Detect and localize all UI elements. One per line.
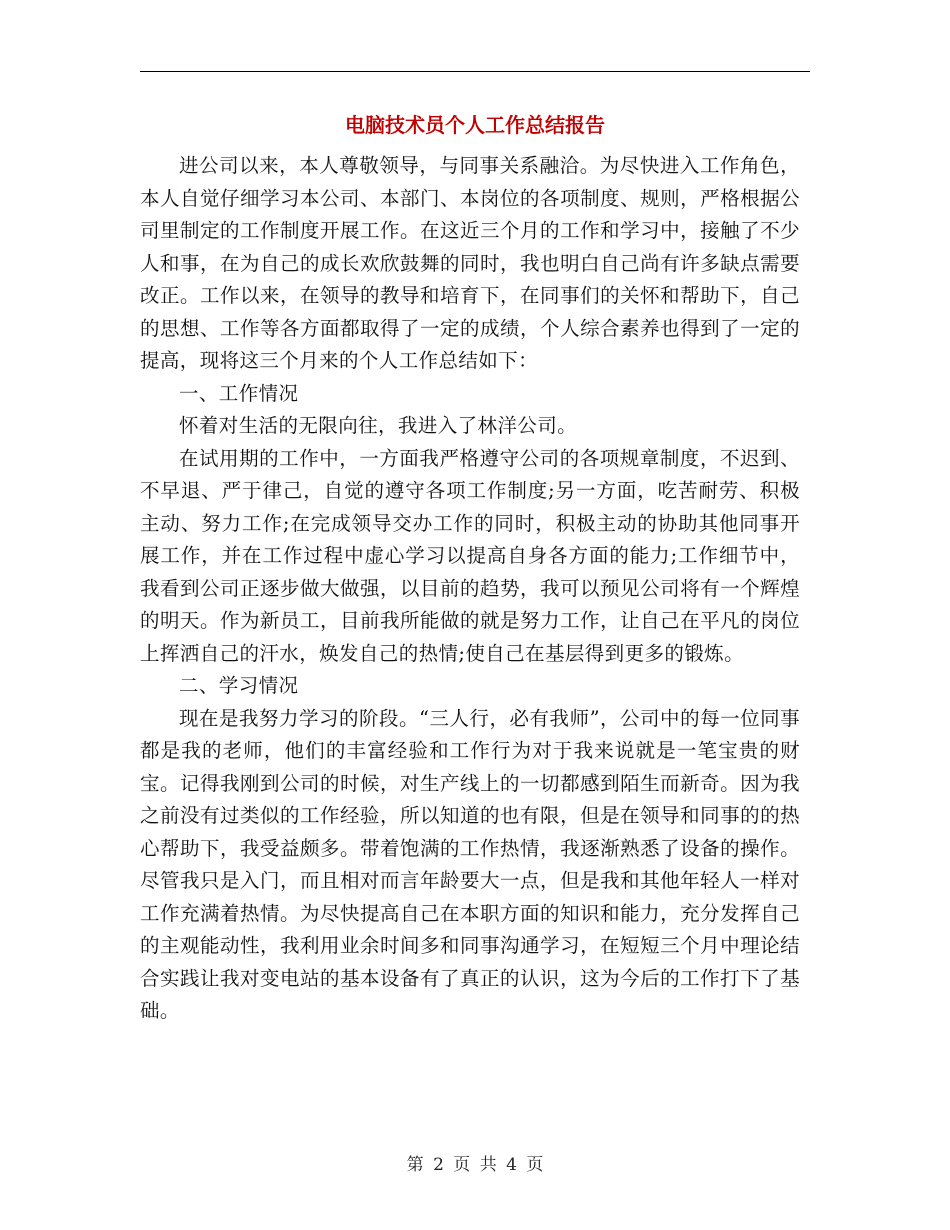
section-heading-work: 一、工作情况 xyxy=(179,381,299,405)
header-rule xyxy=(140,71,810,72)
paragraph-study: 现在是我努力学习的阶段。“三人行，必有我师”，公司中的每一位同事都是我的老师，他们的丰富经验和工作行为对于我来说就是一笔宝贵的财宝。记得我刚到公司的时候，对生产线上的一切都感到陌生而新奇。因为我之前没有过类似的工作经验，所以知道的也有限，但是在领导和同事的的热心帮助下，我受益颇多。带着饱满的工作热情，我逐渐熟悉了设备的操作。尽管我只是入门，而且相对而言年龄要大一点，但是我和其他年轻人一样对工作充满着热情。为尽快提高自己在本职方面的知识和能力，充分发挥自己的主观能动性，我利用业余时间多和同事沟通学习，在短短三个月中理论结合实践让我对变电站的基本设备有了真正的认识，这为今后的工作打下了基础。 xyxy=(140,706,800,1022)
paragraph-probation: 在试用期的工作中，一方面我严格遵守公司的各项规章制度，不迟到、不早退、严于律己，自觉的遵守各项工作制度;另一方面，吃苦耐劳、积极主动、努力工作;在完成领导交办工作的同时，积极主动的协助其他同事开展工作，并在工作过程中虚心学习以提高自身各方面的能力;工作细节中，我看到公司正逐步做大做强，以目前的趋势，我可以预见公司将有一个辉煌的明天。作为新员工，目前我所能做的就是努力工作，让自己在平凡的岗位上挥洒自己的汗水，焕发自己的热情;使自己在基层得到更多的锻炼。 xyxy=(140,446,800,665)
section-heading-study: 二、学习情况 xyxy=(179,674,299,697)
document-body xyxy=(140,150,800,1028)
page-number-footer: 第 2 页 共 4 页 xyxy=(406,1155,544,1175)
document-title: 电脑技术员个人工作总结报告 xyxy=(345,113,605,137)
paragraph-intro: 进公司以来，本人尊敬领导，与同事关系融洽。为尽快进入工作角色，本人自觉仔细学习本公司、本部门、本岗位的各项制度、规则，严格根据公司里制定的工作制度开展工作。在这近三个月的工作和学习中，接触了不少人和事，在为自己的成长欢欣鼓舞的同时，我也明白自己尚有许多缺点需要改正。工作以来，在领导的教导和培育下，在同事们的关怀和帮助下，自己的思想、工作等各方面都取得了一定的成绩，个人综合素养也得到了一定的提高，现将这三个月来的个人工作总结如下： xyxy=(140,154,800,372)
paragraph-joining: 怀着对生活的无限向往，我进入了林洋公司。 xyxy=(179,414,578,437)
